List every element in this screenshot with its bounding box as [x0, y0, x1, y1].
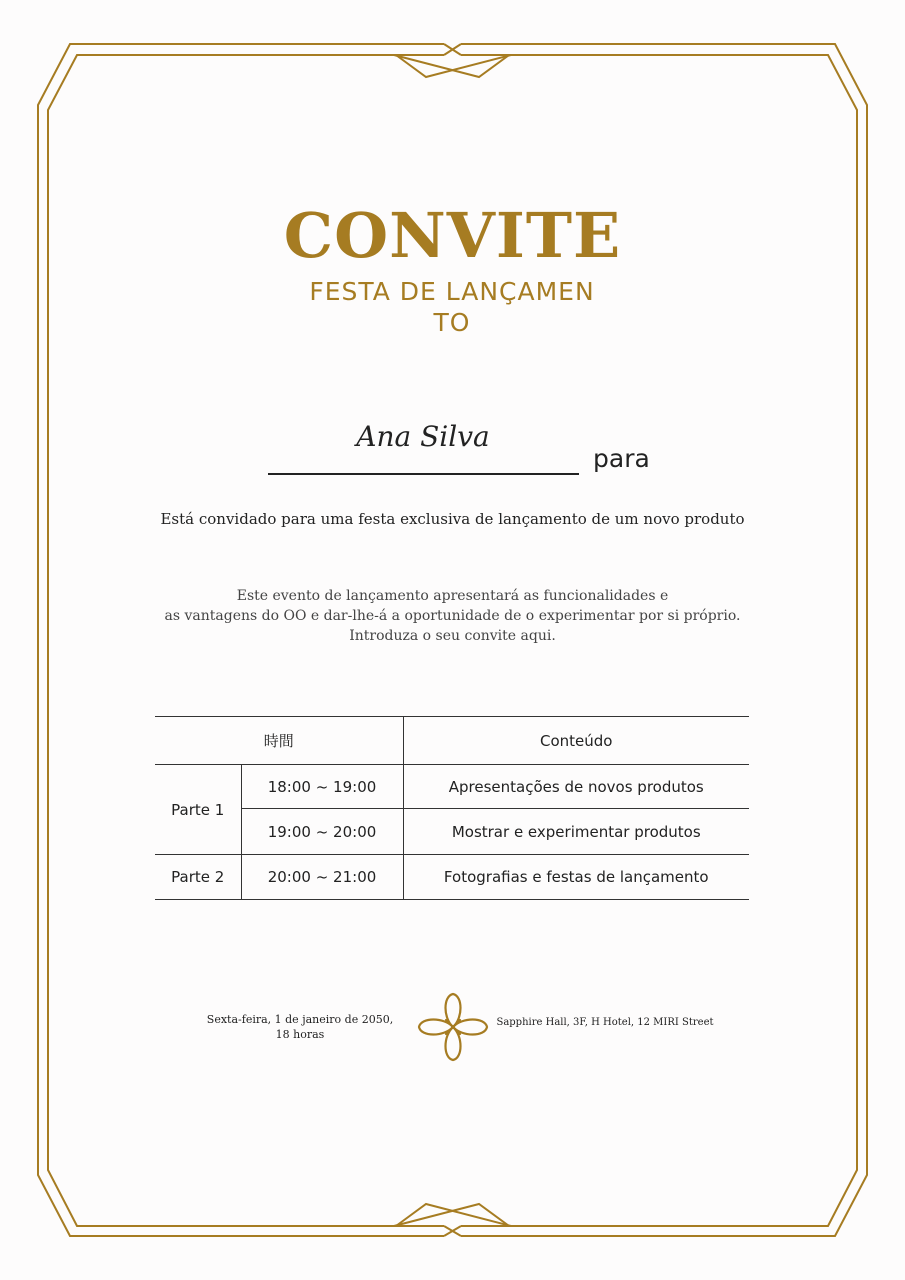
time-cell: 20:00 ~ 21:00: [241, 855, 403, 900]
content-cell: Mostrar e experimentar produtos: [403, 809, 749, 855]
event-time-line: 18 horas: [275, 1028, 325, 1041]
event-description: [0, 586, 905, 646]
guest-name-underline: [268, 473, 579, 475]
part-label: Parte 2: [155, 855, 241, 900]
description-line: Este evento de lançamento apresentará as funcionalidades e: [236, 588, 669, 604]
header-content: Conteúdo: [403, 717, 749, 765]
part-label: Parte 1: [155, 765, 241, 855]
header-time: 時間: [155, 717, 403, 765]
event-date-line: Sexta-feira, 1 de janeiro de 2050,: [206, 1013, 394, 1026]
content-cell: Apresentações de novos produtos: [403, 765, 749, 809]
content-cell: Fotografias e festas de lançamento: [403, 855, 749, 900]
invitation-title: CONVITE: [283, 199, 622, 272]
time-cell: 18:00 ~ 19:00: [241, 765, 403, 809]
schedule-table: [155, 716, 749, 900]
invitation-message: Está convidado para uma festa exclusiva de lançamento de um novo produto: [160, 510, 745, 528]
description-line: Introduza o seu convite aqui.: [349, 628, 556, 644]
table-row: [155, 765, 749, 809]
invitation-subtitle: FESTA DE LANÇAMENTO: [309, 277, 595, 337]
table-row: [155, 855, 749, 900]
celtic-knot-icon: [415, 990, 491, 1064]
table-header-row: [155, 717, 749, 765]
event-date: [195, 1012, 405, 1042]
time-cell: 19:00 ~ 20:00: [241, 809, 403, 855]
table-row: [155, 809, 749, 855]
guest-name[interactable]: Ana Silva: [356, 420, 490, 453]
event-venue: Sapphire Hall, 3F, H Hotel, 12 MIRI Street: [496, 1017, 714, 1028]
description-line: as vantagens do OO e dar-lhe-á a oportunidade de o experimentar por si próprio.: [164, 608, 741, 624]
para-label: para: [593, 444, 650, 473]
